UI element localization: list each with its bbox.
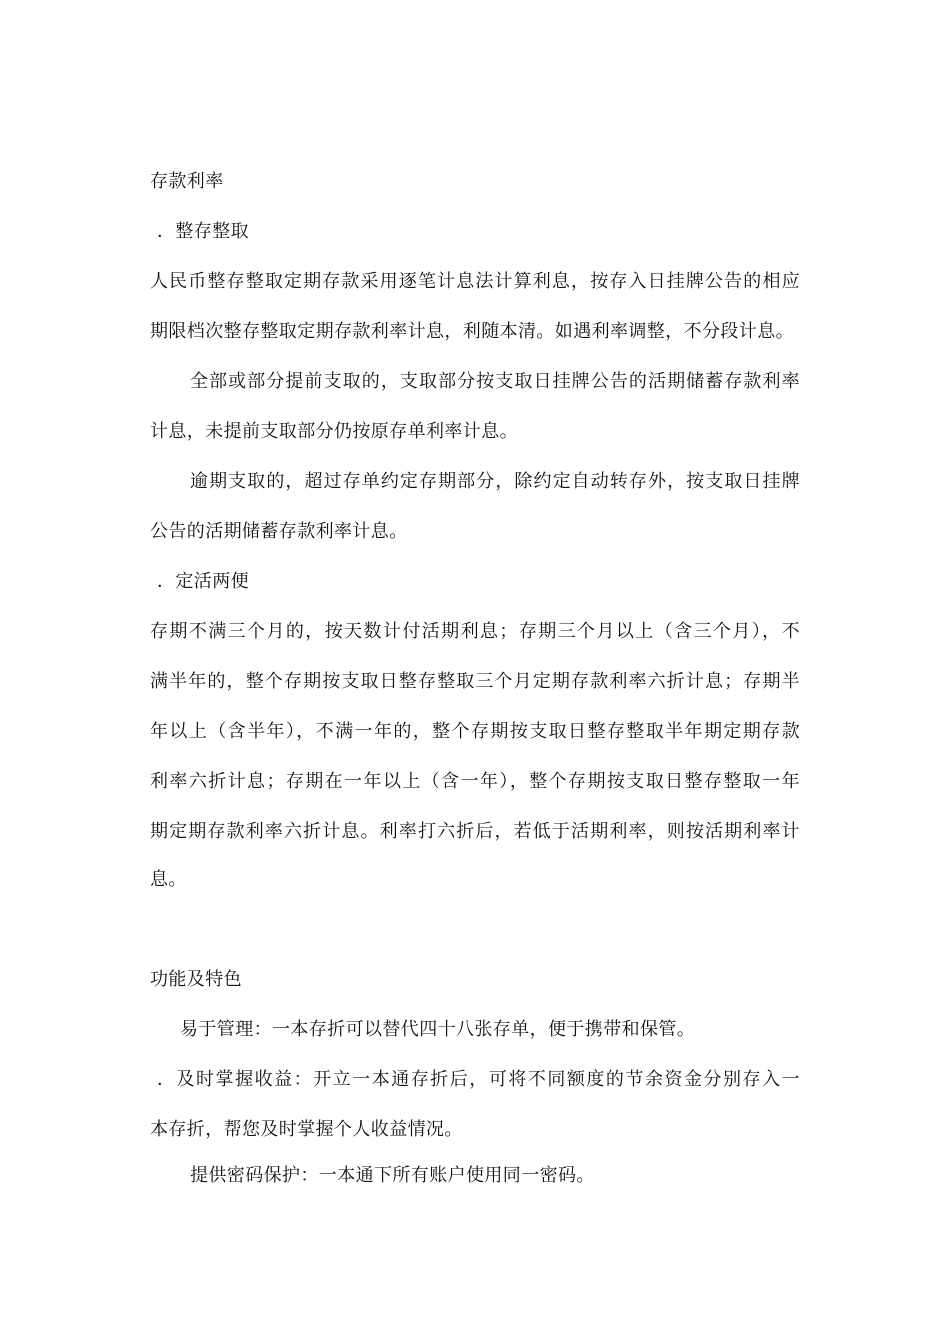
- paragraph-line: 逾期支取的，超过存单约定存期部分，除约定自动转存外，按支取日挂牌: [190, 471, 800, 492]
- subheading-flexible-deposit: ．定活两便: [157, 571, 249, 592]
- paragraph-line: 息。: [150, 869, 187, 890]
- paragraph-line: 期定期存款利率六折计息。利率打六折后，若低于活期利率，则按活期利率计: [150, 821, 800, 842]
- paragraph-line: 存期不满三个月的，按天数计付活期利息；存期三个月以上（含三个月），不: [150, 621, 800, 642]
- paragraph-line: 满半年的，整个存期按支取日整存整取三个月定期存款利率六折计息；存期半: [150, 671, 800, 692]
- paragraph-line: 公告的活期储蓄存款利率计息。: [150, 521, 408, 542]
- paragraph-line: 计息，未提前支取部分仍按原存单利率计息。: [150, 421, 518, 442]
- feature-item-easy-management: 易于管理：一本存折可以替代四十八张存单，便于携带和保管。: [180, 1019, 696, 1040]
- section-heading-features: 功能及特色: [150, 969, 242, 990]
- section-heading-deposit-rate: 存款利率: [150, 171, 224, 192]
- subheading-lump-sum-deposit: ．整存整取: [157, 221, 249, 242]
- paragraph-line: 本存折，帮您及时掌握个人收益情况。: [150, 1119, 463, 1140]
- paragraph-line: 人民币整存整取定期存款采用逐笔计息法计算利息，按存入日挂牌公告的相应: [150, 271, 800, 292]
- paragraph-line: 期限档次整存整取定期存款利率计息，利随本清。如遇利率调整，不分段计息。: [150, 321, 794, 342]
- feature-item-password-protection: 提供密码保护：一本通下所有账户使用同一密码。: [190, 1165, 595, 1186]
- paragraph-line: 全部或部分提前支取的，支取部分按支取日挂牌公告的活期储蓄存款利率: [190, 371, 800, 392]
- paragraph-line: 年以上（含半年），不满一年的，整个存期按支取日整存整取半年期定期存款: [150, 721, 800, 742]
- feature-item-track-earnings: ．及时掌握收益：开立一本通存折后，可将不同额度的节余资金分别存入一: [157, 1069, 800, 1090]
- paragraph-line: 利率六折计息；存期在一年以上（含一年），整个存期按支取日整存整取一年: [150, 771, 800, 792]
